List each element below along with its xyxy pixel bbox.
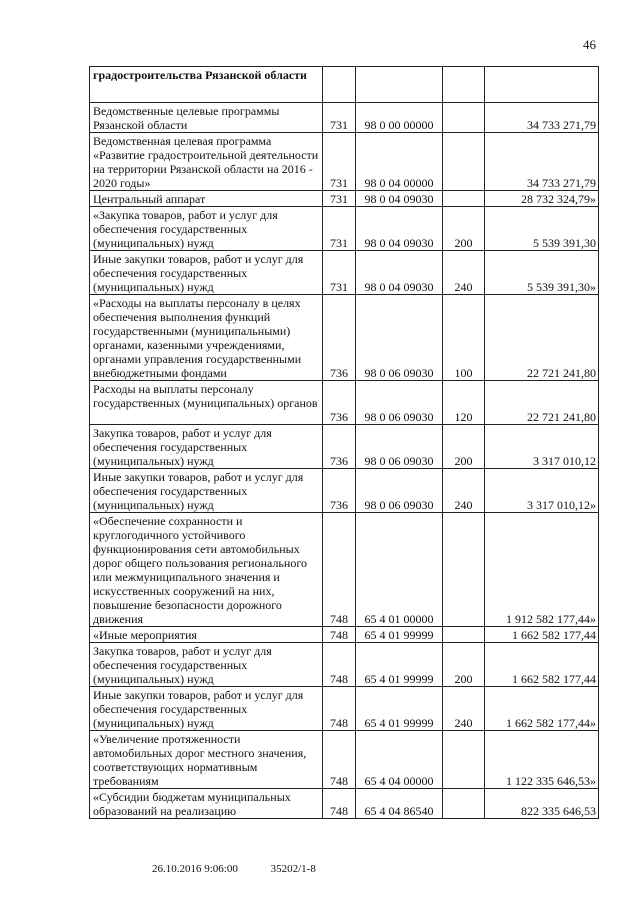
ministry-code-cell: 731: [323, 133, 356, 191]
table-row: [90, 133, 599, 191]
item-name-cell: «Субсидии бюджетам муниципальных образований на реализацию: [90, 789, 323, 819]
target-article-code-cell: 98 0 00 00000: [356, 103, 443, 133]
ministry-code-cell: 731: [323, 103, 356, 133]
item-name-cell: «Расходы на выплаты персоналу в целях обеспечения выполнения функций государственными (муниципальными) органами, казенными учреждениями, органами управления государственными внебюджетными фондами: [90, 295, 323, 381]
ministry-code-cell: 731: [323, 191, 356, 207]
expense-type-code-cell: 200: [443, 425, 485, 469]
ministry-code-cell: 731: [323, 251, 356, 295]
table-row: [90, 295, 599, 381]
table-row: [90, 731, 599, 789]
table-row: [90, 469, 599, 513]
item-name-cell: Иные закупки товаров, работ и услуг для обеспечения государственных (муниципальных) нужд: [90, 469, 323, 513]
ministry-code-cell: 736: [323, 469, 356, 513]
ministry-code-cell: 748: [323, 789, 356, 819]
expense-type-code-cell: 240: [443, 251, 485, 295]
table-row: [90, 191, 599, 207]
expense-type-code-cell: [443, 103, 485, 133]
expense-type-code-cell: 100: [443, 295, 485, 381]
amount-cell: 1 122 335 646,53»: [485, 731, 599, 789]
ministry-code-cell: 736: [323, 295, 356, 381]
item-name-cell: Расходы на выплаты персоналу государственных (муниципальных) органов: [90, 381, 323, 425]
item-name-cell: Ведомственные целевые программы Рязанской области: [90, 103, 323, 133]
expense-type-code-cell: [443, 627, 485, 643]
ministry-code-cell: 748: [323, 687, 356, 731]
table-row: [90, 207, 599, 251]
item-name-cell: Иные закупки товаров, работ и услуг для обеспечения государственных (муниципальных) нужд: [90, 687, 323, 731]
target-article-code-cell: 98 0 04 09030: [356, 191, 443, 207]
amount-cell: 28 732 324,79»: [485, 191, 599, 207]
table-row: [90, 687, 599, 731]
item-name-cell: Закупка товаров, работ и услуг для обеспечения государственных (муниципальных) нужд: [90, 643, 323, 687]
target-article-code-cell: 98 0 04 00000: [356, 133, 443, 191]
print-timestamp: 26.10.2016 9:06:00: [152, 863, 238, 875]
expense-type-code-cell: [443, 731, 485, 789]
ministry-code-cell: 748: [323, 731, 356, 789]
document-number: 35202/1-8: [270, 863, 316, 875]
amount-cell: 34 733 271,79: [485, 103, 599, 133]
amount-cell: 22 721 241,80: [485, 295, 599, 381]
item-name-cell: Иные закупки товаров, работ и услуг для обеспечения государственных (муниципальных) нужд: [90, 251, 323, 295]
ministry-code-cell: [323, 67, 356, 103]
ministry-code-cell: 731: [323, 207, 356, 251]
amount-cell: 5 539 391,30»: [485, 251, 599, 295]
amount-cell: [485, 67, 599, 103]
target-article-code-cell: 98 0 06 09030: [356, 381, 443, 425]
expense-type-code-cell: 240: [443, 469, 485, 513]
target-article-code-cell: 98 0 04 09030: [356, 251, 443, 295]
target-article-code-cell: 98 0 06 09030: [356, 295, 443, 381]
ministry-code-cell: 748: [323, 513, 356, 627]
target-article-code-cell: 98 0 04 09030: [356, 207, 443, 251]
item-name-cell: Центральный аппарат: [90, 191, 323, 207]
target-article-code-cell: 65 4 01 00000: [356, 513, 443, 627]
page-number: 46: [583, 37, 596, 52]
ministry-code-cell: 736: [323, 381, 356, 425]
table-row: [90, 627, 599, 643]
target-article-code-cell: 65 4 04 86540: [356, 789, 443, 819]
budget-table-body: [90, 67, 599, 819]
amount-cell: 34 733 271,79: [485, 133, 599, 191]
item-name-cell: «Обеспечение сохранности и круглогодичного устойчивого функционирования сети автомобильных дорог общего пользования регионального или межмуниципального значения и искусственных сооружений на них, повышение безопасности дорожного движения: [90, 513, 323, 627]
table-row: [90, 67, 599, 103]
expense-type-code-cell: [443, 191, 485, 207]
amount-cell: 1 662 582 177,44: [485, 627, 599, 643]
amount-cell: 822 335 646,53: [485, 789, 599, 819]
target-article-code-cell: 65 4 04 00000: [356, 731, 443, 789]
item-name-cell: «Увеличение протяженности автомобильных дорог местного значения, соответствующих нормативным требованиям: [90, 731, 323, 789]
expense-type-code-cell: [443, 789, 485, 819]
amount-cell: 1 662 582 177,44»: [485, 687, 599, 731]
ministry-code-cell: 748: [323, 627, 356, 643]
table-row: [90, 789, 599, 819]
table-row: [90, 425, 599, 469]
ministry-code-cell: 748: [323, 643, 356, 687]
expense-type-code-cell: [443, 133, 485, 191]
target-article-code-cell: 65 4 01 99999: [356, 627, 443, 643]
expense-type-code-cell: [443, 67, 485, 103]
table-row: [90, 513, 599, 627]
expense-type-code-cell: [443, 513, 485, 627]
page-footer: [152, 863, 316, 875]
amount-cell: 22 721 241,80: [485, 381, 599, 425]
item-name-cell: градостроительства Рязанской области: [90, 67, 323, 103]
target-article-code-cell: 65 4 01 99999: [356, 643, 443, 687]
amount-cell: 5 539 391,30: [485, 207, 599, 251]
target-article-code-cell: 98 0 06 09030: [356, 425, 443, 469]
amount-cell: 3 317 010,12»: [485, 469, 599, 513]
table-row: [90, 643, 599, 687]
table-row: [90, 381, 599, 425]
amount-cell: 3 317 010,12: [485, 425, 599, 469]
item-name-cell: Закупка товаров, работ и услуг для обеспечения государственных (муниципальных) нужд: [90, 425, 323, 469]
target-article-code-cell: [356, 67, 443, 103]
amount-cell: 1 662 582 177,44: [485, 643, 599, 687]
item-name-cell: «Иные мероприятия: [90, 627, 323, 643]
table-row: [90, 251, 599, 295]
target-article-code-cell: 65 4 01 99999: [356, 687, 443, 731]
item-name-cell: «Закупка товаров, работ и услуг для обеспечения государственных (муниципальных) нужд: [90, 207, 323, 251]
ministry-code-cell: 736: [323, 425, 356, 469]
budget-table: [89, 66, 599, 819]
amount-cell: 1 912 582 177,44»: [485, 513, 599, 627]
table-row: [90, 103, 599, 133]
expense-type-code-cell: 200: [443, 643, 485, 687]
item-name-cell: Ведомственная целевая программа «Развитие градостроительной деятельности на территории Рязанской области на 2016 - 2020 годы»: [90, 133, 323, 191]
expense-type-code-cell: 200: [443, 207, 485, 251]
expense-type-code-cell: 120: [443, 381, 485, 425]
target-article-code-cell: 98 0 06 09030: [356, 469, 443, 513]
expense-type-code-cell: 240: [443, 687, 485, 731]
